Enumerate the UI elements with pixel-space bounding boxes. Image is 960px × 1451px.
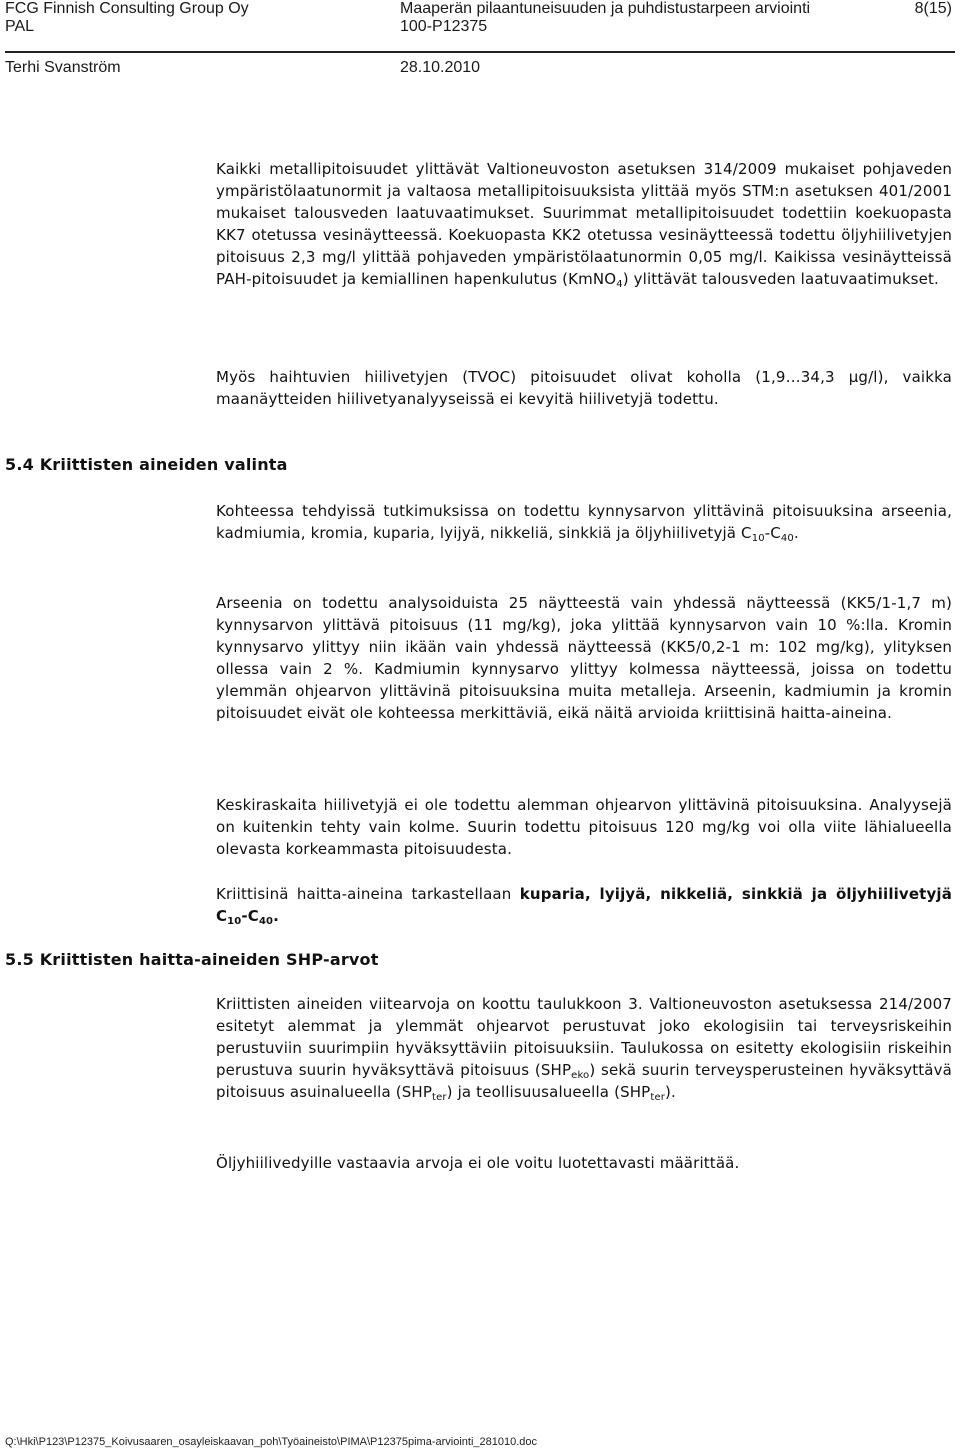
- text: ) sekä suurin terveysperusteinen hyväksyttävä pitoisuus asuinalueella (SHP: [216, 1061, 952, 1101]
- subscript: 40: [780, 533, 794, 544]
- text: Öljyhiilivedyille vastaavia arvoja ei ole voitu luotettavasti määrittää.: [216, 1154, 740, 1172]
- text: Kaikki metallipitoisuudet ylittävät Valtioneuvoston asetuksen 314/2009 mukaiset pohjaveden ympäristölaatunormit ja valtaosa metallipitoisuuksista ylittää myös STM:n asetuksen 401/2001 mukaiset talousveden laatuvaatimukset. Suurimmat metallipitoisuudet todettiin koekuopasta KK7 otetussa vesinäytteessä. Koekuopasta KK2 otetussa vesinäytteessä todettu öljyhiilivetyjen pitoisuus 2,3 mg/l ylittää pohjaveden ympäristölaatunormin 0,05 mg/l. Kaikissa vesinäytteissä PAH-pitoisuudet ja kemiallinen hapenkulutus (KmNO: [216, 160, 952, 288]
- subscript: ter: [432, 1092, 447, 1103]
- paragraph-arsenic-chromium-cadmium: [216, 592, 952, 724]
- text: ).: [665, 1083, 676, 1101]
- text: .: [793, 524, 799, 542]
- paragraph-shp-values: [216, 993, 952, 1103]
- header-author: Terhi Svanström: [5, 59, 121, 76]
- subscript: eko: [571, 1070, 590, 1081]
- subscript: 10: [751, 533, 765, 544]
- header-unit: PAL: [5, 18, 35, 35]
- paragraph-metals-water: [216, 158, 952, 290]
- bold-text: .: [273, 907, 280, 925]
- subscript: 4: [616, 279, 623, 290]
- header-company: FCG Finnish Consulting Group Oy: [5, 0, 249, 17]
- paragraph-medium-hydrocarbons: [216, 794, 952, 860]
- text: -C: [764, 524, 781, 542]
- text: Myös haihtuvien hiilivetyjen (TVOC) pitoisuudet olivat koholla (1,9…34,3 µg/l), vaikka maanäytteiden hiilivetyanalyyseissä ei kevyitä hiilivetyjä todettu.: [216, 368, 952, 408]
- section-heading-5-5: 5.5 Kriittisten haitta-aineiden SHP-arvot: [5, 950, 379, 969]
- text: Arseenia on todettu analysoiduista 25 näytteestä vain yhdessä näytteessä (KK5/1-1,7 m) kynnysarvon ylittävä pitoisuus (11 mg/kg), joka ylittää kynnysarvon vain 10 %:lla. Kromin kynnysarvo ylittyy niin ikään vain yhdessä näytteessä (KK5/0,2-1 m: 102 mg/kg), ylityksen ollessa vain 2 %. Kadmiumin kynnysarvo ylittyy kolmessa näytteessä, joissa on todettu ylemmän ohjearvon ylittävinä pitoisuuksina muita metalleja. Arseenin, kadmiumin ja kromin pitoisuudet eivät ole kohteessa merkittäviä, eikä näitä arvioida kriittisinä haitta-aineina.: [216, 594, 952, 722]
- paragraph-threshold-findings: [216, 500, 952, 544]
- section-heading-5-4: 5.4 Kriittisten aineiden valinta: [5, 455, 288, 474]
- text: Kohteessa tehdyissä tutkimuksissa on todettu kynnysarvon ylittävinä pitoisuuksina arseenia, kadmiumia, kromia, kuparia, lyijyä, nikkeliä, sinkkiä ja öljyhiilivetyjä C: [216, 502, 952, 542]
- text: ) ylittävät talousveden laatuvaatimukset.: [622, 270, 939, 288]
- text: ) ja teollisuusalueella (SHP: [446, 1083, 651, 1101]
- paragraph-critical-substances: [216, 883, 952, 927]
- bold-text: -C: [241, 907, 259, 925]
- subscript: 10: [227, 916, 242, 927]
- header-divider: [5, 51, 955, 53]
- header-page-number: 8(15): [914, 0, 952, 17]
- footer-file-path: Q:\Hki\P123\P12375_Koivusaaren_osayleiskaavan_poh\Työaineisto\PIMA\P12375pima-arviointi_281010.doc: [5, 1436, 538, 1448]
- header-doc-number: 100-P12375: [400, 18, 488, 35]
- subscript: ter: [650, 1092, 666, 1103]
- text: Kriittisinä haitta-aineina tarkastellaan: [216, 885, 520, 903]
- paragraph-oil-hydrocarbons: [216, 1152, 952, 1174]
- paragraph-tvoc: [216, 366, 952, 410]
- text: Kriittisten aineiden viitearvoja on koottu taulukkoon 3. Valtioneuvoston asetuksessa 214/2007 esitetyt alemmat ja ylemmät ohjearvot perustuvat joko ekologisiin tai terveysriskeihin perustuviin suurimpiin hyväksyttäviin pitoisuuksiin. Taulukossa on esitetty ekologisiin riskeihin perustuva suurin hyväksyttävä pitoisuus (SHP: [216, 995, 952, 1079]
- subscript: 40: [258, 916, 274, 927]
- header-doc-title: Maaperän pilaantuneisuuden ja puhdistustarpeen arviointi: [400, 0, 811, 17]
- text: Keskiraskaita hiilivetyjä ei ole todettu alemman ohjearvon ylittävinä pitoisuuksina. Analyysejä on kuitenkin tehty vain kolme. Suurin todettu pitoisuus 120 mg/kg voi olla viite lähialueella olevasta korkeammasta pitoisuudesta.: [216, 796, 952, 858]
- bold-text: kuparia, lyijyä, nikkeliä, sinkkiä ja öljyhiilivetyjä C: [216, 885, 952, 925]
- header-date: 28.10.2010: [400, 59, 481, 76]
